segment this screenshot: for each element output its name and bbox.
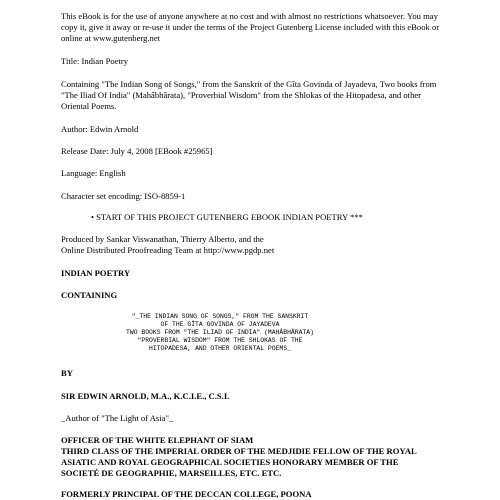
- intro-line: copy it, give it away or re-use it under the terms of the Project Gutenberg License included with this eBook or: [61, 22, 440, 32]
- honours-line: ASIATIC AND ROYAL GEOGRAPHICAL SOCIETIES HONORARY MEMBER OF THE: [61, 457, 399, 467]
- author-of-line: _Author of "The Light of Asia"_: [61, 413, 174, 423]
- preformatted-line: TWO BOOKS FROM "THE ILIAD OF INDIA" (MAHÂBHÂRATA): [126, 329, 314, 336]
- intro-paragraph: [61, 11, 439, 44]
- produced-by-paragraph: [61, 234, 274, 256]
- title-line: Title: Indian Poetry: [61, 56, 128, 66]
- intro-line: online at www.gutenberg.net: [61, 33, 161, 43]
- honours-block: [61, 435, 417, 479]
- honours-line: SOCIETÉ DE GEOGRAPHIE, MARSEILLES, ETC. ETC.: [61, 468, 282, 478]
- containing-line: Containing "The Indian Song of Songs," from the Sanskrit of the Gîta Govinda of Jayadeva, Two books from: [61, 79, 437, 89]
- produced-by-line: Online Distributed Proofreading Team at http://www.pgdp.net: [61, 245, 275, 255]
- formerly-principal-heading: FORMERLY PRINCIPAL OF THE DECCAN COLLEGE, POONA: [61, 489, 312, 499]
- by-line: BY: [61, 368, 73, 378]
- author-line: Author: Edwin Arnold: [61, 124, 139, 134]
- honours-line: OFFICER OF THE WHITE ELEPHANT OF SIAM: [61, 435, 254, 445]
- preformatted-line: OF THE GÎTA GOVINDA OF JAYADEVA: [160, 321, 280, 328]
- heading-indian-poetry: INDIAN POETRY: [61, 268, 131, 278]
- containing-paragraph: [61, 79, 437, 112]
- intro-line: This eBook is for the use of anyone anywhere at no cost and with almost no restrictions whatsoever. You may: [61, 11, 438, 21]
- honours-line: THIRD CLASS OF THE IMPERIAL ORDER OF THE MEDJIDIE FELLOW OF THE ROYAL: [61, 446, 417, 456]
- preformatted-contents-block: [90, 313, 350, 353]
- start-of-ebook-line: • START OF THIS PROJECT GUTENBERG EBOOK INDIAN POETRY ***: [91, 212, 363, 222]
- author-name-heading: SIR EDWIN ARNOLD, M.A., K.C.I.E., C.S.I.: [61, 391, 230, 401]
- produced-by-line: Produced by Sankar Viswanathan, Thierry Alberto, and the: [61, 234, 264, 244]
- containing-line: "The Iliad Of India" (Mahâbhârata), "Proverbial Wisdom" from the Shlokas of the Hitopadesa, and other: [61, 90, 422, 100]
- heading-containing: CONTAINING: [61, 290, 118, 300]
- preformatted-line: "PROVERBIAL WISDOM" FROM THE SHLOKAS OF THE: [137, 337, 303, 344]
- release-date-line: Release Date: July 4, 2008 [EBook #25965]: [61, 146, 213, 156]
- charset-line: Character set encoding: ISO-8859-1: [61, 191, 186, 201]
- language-line: Language: English: [61, 168, 126, 178]
- preformatted-line: "_THE INDIAN SONG OF SONGS," FROM THE SANSKRIT: [131, 313, 309, 320]
- preformatted-line: HITOPADESA, AND OTHER ORIENTAL POEMS_: [149, 345, 291, 352]
- containing-line: Oriental Poems.: [61, 101, 117, 111]
